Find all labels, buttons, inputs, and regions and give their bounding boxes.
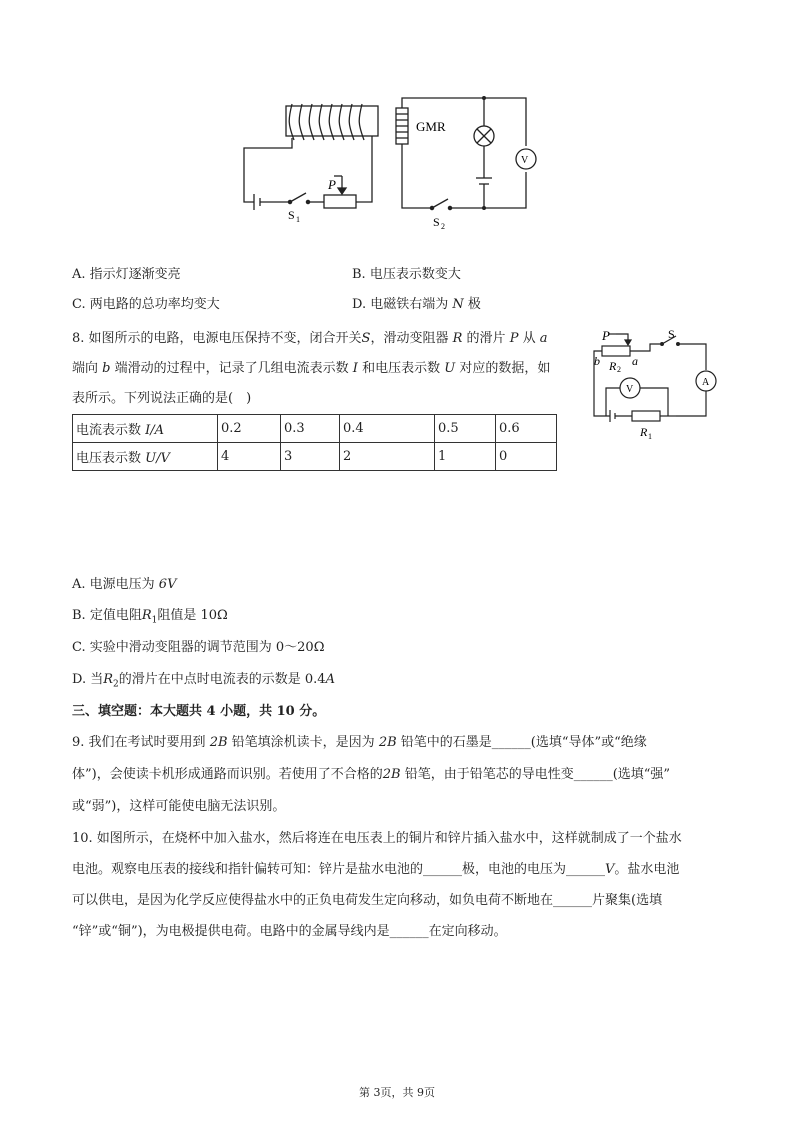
table-row xyxy=(73,415,557,443)
rheostat-r2 xyxy=(602,346,630,356)
section-heading: 三、填空题：本大题共 4 小题，共 10 分。 xyxy=(72,704,326,719)
q9-line2: 体”)，会使读卡机形成通路而识别。若使用了不合格的2B 铅笔，由于铅笔芯的导电性变______(选填“强” xyxy=(72,767,671,782)
table-cell: 3 xyxy=(281,443,340,471)
end-b-label: b xyxy=(594,354,600,368)
svg-text:1: 1 xyxy=(296,215,300,224)
table-cell: 0.6 xyxy=(496,415,557,443)
q7-option-b[interactable]: B. 电压表示数变大 xyxy=(352,267,461,282)
voltmeter-label: V xyxy=(521,155,529,166)
row-header-voltage: 电压表示数 U/V xyxy=(73,443,218,471)
switch-s-label: S xyxy=(668,327,675,341)
table-cell: 4 xyxy=(218,443,281,471)
table-cell: 0.3 xyxy=(281,415,340,443)
q8-option-b[interactable]: B. 定值电阻$R_1$阻值是 10Ω xyxy=(72,608,228,626)
table-cell: 0.5 xyxy=(435,415,496,443)
svg-text:1: 1 xyxy=(648,432,652,441)
q8-stem-line2: 端向 b 端滑动的过程中，记录了几组电流表示数 I 和电压表示数 U 对应的数据，如 xyxy=(72,361,551,376)
q9-line3: 或“弱”)，这样可能使电脑无法识别。 xyxy=(72,799,286,814)
q8-data-table xyxy=(72,414,557,471)
q10-line2: 电池。观察电压表的接线和指针偏转可知：锌片是盐水电池的______极，电池的电压为______V。盐水电池 xyxy=(72,862,680,877)
rheostat xyxy=(324,195,356,208)
slider-p-label: P xyxy=(328,177,336,192)
q8-option-d[interactable]: D. 当$R_2$的滑片在中点时电流表的示数是 0.4A xyxy=(72,672,335,690)
switch-s1-label: S xyxy=(288,208,295,222)
table-row xyxy=(73,443,557,471)
q7-option-a[interactable]: A. 指示灯逐渐变亮 xyxy=(72,267,181,282)
coil-icon xyxy=(289,104,364,140)
q9-line1: 9. 我们在考试时要用到 2B 铅笔填涂机读卡，是因为 2B 铅笔中的石墨是______(选填“导体”或“绝缘 xyxy=(72,735,647,750)
ammeter-label: A xyxy=(702,377,710,388)
q10-line4: “锌”或“铜”)，为电极提供电荷。电路中的金属导线内是______在定向移动。 xyxy=(72,924,507,939)
r1-label: R xyxy=(640,425,648,439)
switch-s2-label: S xyxy=(433,215,440,229)
q8-stem-line1: 8. 如图所示的电路，电源电压保持不变，闭合开关S，滑动变阻器 R 的滑片 P 从 a xyxy=(72,331,548,346)
table-cell: 2 xyxy=(340,443,435,471)
gmr-label: GMR xyxy=(416,119,446,134)
resistor-r1 xyxy=(632,411,660,421)
r2-label: R xyxy=(609,359,617,373)
table-cell: 1 xyxy=(435,443,496,471)
end-a-label: a xyxy=(632,354,638,368)
slider-p-label: P xyxy=(602,328,610,343)
svg-text:2: 2 xyxy=(617,365,621,374)
q10-line1: 10. 如图所示，在烧杯中加入盐水，然后将连在电压表上的铜片和锌片插入盐水中，这样就制成了一个盐水 xyxy=(72,831,682,846)
voltmeter-label: V xyxy=(626,384,634,395)
q7-option-c[interactable]: C. 两电路的总功率均变大 xyxy=(72,297,220,312)
figure-electromagnet-gmr-circuit xyxy=(230,90,560,240)
q10-line3: 可以供电，是因为化学反应使得盐水中的正负电荷发生定向移动，如负电荷不断地在______片聚集(选填 xyxy=(72,893,663,908)
figure-rheostat-circuit xyxy=(588,322,730,444)
q7-option-d[interactable]: D. 电磁铁右端为 N 极 xyxy=(352,297,481,312)
q8-option-a[interactable]: A. 电源电压为 6V xyxy=(72,577,177,592)
table-cell: 0.2 xyxy=(218,415,281,443)
table-cell: 0.4 xyxy=(340,415,435,443)
table-cell: 0 xyxy=(496,443,557,471)
page-number: 第 3页，共 9页 xyxy=(359,1086,435,1099)
svg-text:2: 2 xyxy=(441,222,445,231)
q8-option-c[interactable]: C. 实验中滑动变阻器的调节范围为 0～20Ω xyxy=(72,640,325,655)
q8-stem-line3: 表所示。下列说法正确的是( ) xyxy=(72,391,252,406)
row-header-current: 电流表示数 I/A xyxy=(73,415,218,443)
